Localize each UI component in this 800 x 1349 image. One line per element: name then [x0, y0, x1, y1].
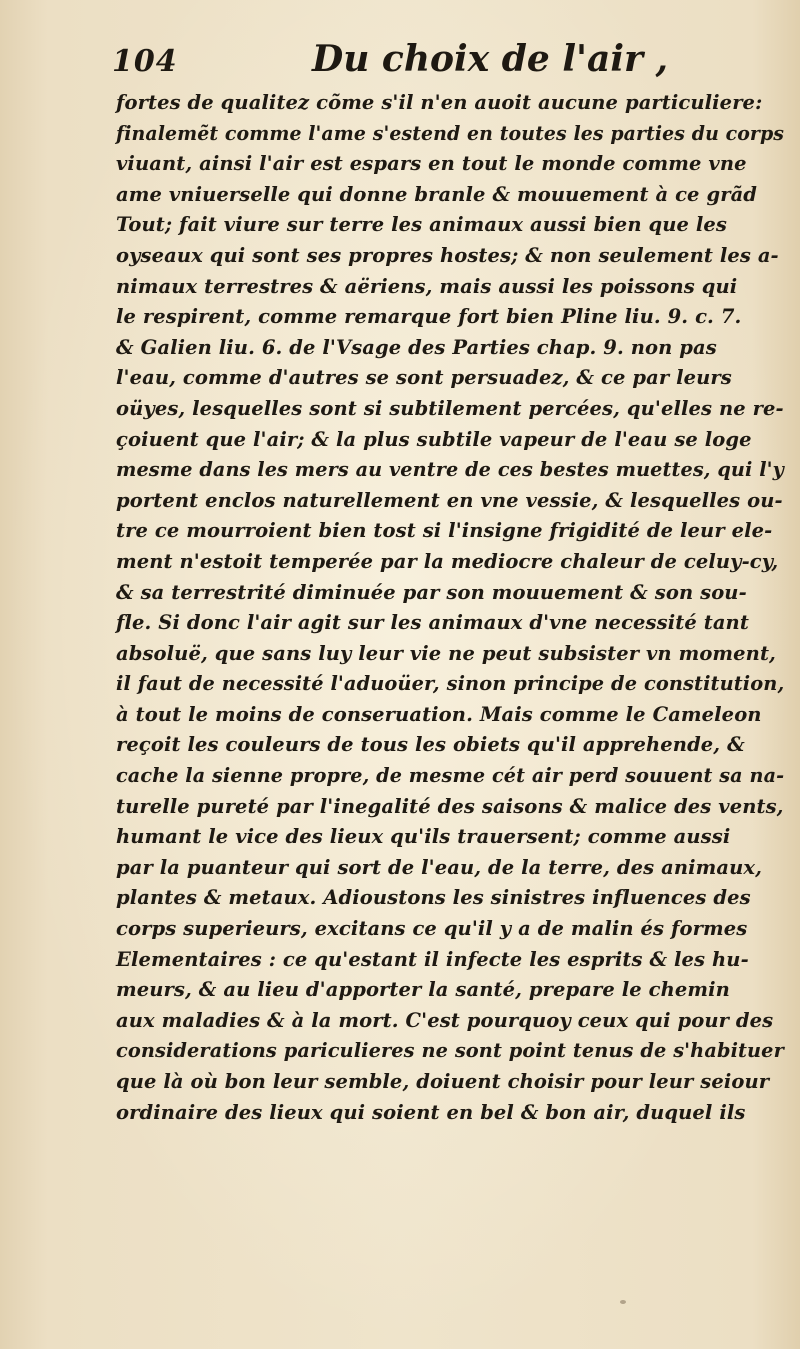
text-line: çoiuent que l'air; & la plus subtile vapeur de l'eau se loge [116, 427, 752, 451]
text-line: à tout le moins de conseruation. Mais comme le Cameleon [116, 702, 762, 726]
text-line: reçoit les couleurs de tous les obiets qu'il apprehende, & [116, 733, 745, 757]
text-line: portent enclos naturellement en vne vessie, & lesquelles ou- [116, 488, 783, 512]
text-line: cache la sienne propre, de mesme cét air perd souuent sa na- [116, 764, 785, 788]
text-line: ment n'estoit temperée par la mediocre chaleur de celuy-cy, [116, 549, 779, 573]
body-text [116, 88, 796, 1128]
text-line: ordinaire des lieux qui soient en bel & bon air, duquel ils [116, 1100, 746, 1124]
text-line: fle. Si donc l'air agit sur les animaux d'vne necessité tant [116, 611, 749, 635]
text-line: & Galien liu. 6. de l'Vsage des Parties chap. 9. non pas [116, 335, 717, 359]
text-line: turelle pureté par l'inegalité des saisons & malice des vents, [116, 794, 784, 818]
text-line: le respirent, comme remarque fort bien Pline liu. 9. c. 7. [116, 305, 742, 329]
text-line: meurs, & au lieu d'apporter la santé, prepare le chemin [116, 978, 730, 1002]
page-header [112, 38, 669, 90]
text-line: absoluë, que sans luy leur vie ne peut subsister vn moment, [116, 641, 776, 665]
text-line: mesme dans les mers au ventre de ces bestes muettes, qui l'y [116, 458, 784, 482]
text-line: corps superieurs, excitans ce qu'il y a de malin és formes [116, 917, 748, 941]
text-line: oüyes, lesquelles sont si subtilement percées, qu'elles ne re- [116, 396, 784, 420]
text-line: & sa terrestrité diminuée par son mouuement & son sou- [116, 580, 747, 604]
text-line: Tout; fait viure sur terre les animaux aussi bien que les [116, 213, 727, 237]
text-line: Elementaires : ce qu'estant il infecte les esprits & les hu- [116, 947, 749, 971]
text-line: humant le vice des lieux qu'ils trauersent; comme aussi [116, 825, 731, 849]
text-line: considerations pariculieres ne sont point tenus de s'habituer [116, 1039, 784, 1063]
text-line: que là où bon leur semble, doiuent choisir pour leur seiour [116, 1070, 770, 1093]
text-line: l'eau, comme d'autres se sont persuadez, & ce par leurs [116, 366, 732, 390]
text-line: il faut de necessité l'aduoüer, sinon principe de constitution, [116, 672, 785, 696]
text-line: aux maladies & à la mort. C'est pourquoy ceux qui pour des [116, 1008, 774, 1032]
text-line: finalemẽt comme l'ame s'estend en toutes les parties du corps [116, 121, 785, 145]
text-line: plantes & metaux. Adioustons les sinistres influences des [116, 886, 751, 910]
text-line: viuant, ainsi l'air est espars en tout le monde comme vne [116, 152, 747, 176]
text-line: fortes de qualitez cõme s'il n'en auoit aucune particuliere: [116, 91, 763, 114]
text-line: ame vniuerselle qui donne branle & mouuement à ce grãd [116, 182, 758, 206]
running-head: Du choix de l'air , [312, 38, 669, 80]
text-line: oyseaux qui sont ses propres hostes; & non seulement les a- [116, 243, 779, 267]
text-line: par la puanteur qui sort de l'eau, de la terre, des animaux, [116, 855, 763, 879]
text-line: tre ce mourroient bien tost si l'insigne frigidité de leur ele- [116, 519, 773, 543]
page-number: 104 [112, 44, 178, 79]
ink-smudge [620, 1300, 626, 1304]
text-line: nimaux terrestres & aëriens, mais aussi les poissons qui [116, 274, 738, 298]
